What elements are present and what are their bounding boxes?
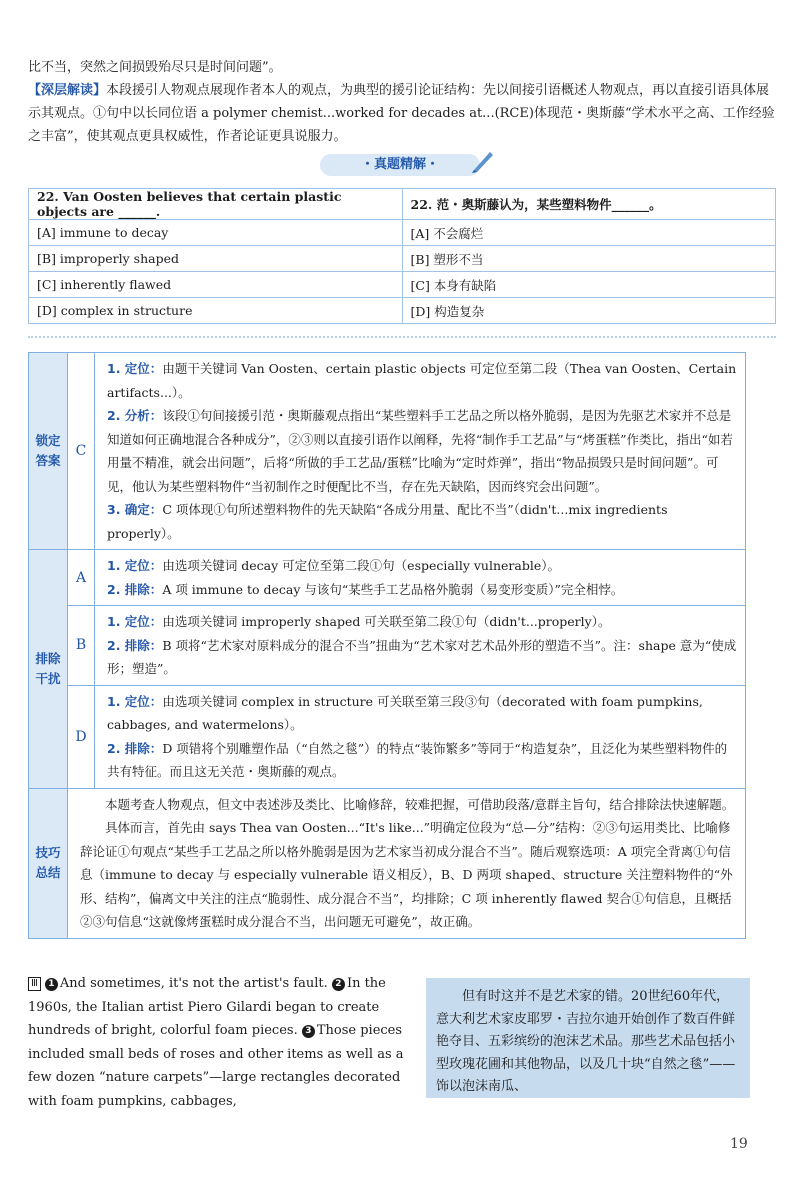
exclude-label: 排除干扰	[29, 550, 68, 789]
passage-sentence-2: In the 1960s, the Italian artist Piero Gilardi began to create hundreds of bright, colorful foam pieces.	[28, 976, 386, 1038]
intro-line: 比不当，突然之间损毁殆尽只是时间问题”。	[28, 60, 282, 75]
exclude-content-a: 1. 定位：由选项关键词 decay 可定位至第二段①句（especially vulnerable）。 2. 排除：A 项 immune to decay 与该句“某些手工艺品格外脆弱（易变形变质）”完全相悖。	[95, 550, 746, 606]
translation-box	[426, 978, 750, 1098]
question-stem-cn: 22. 范・奥斯藤认为，某些塑料物件______。	[402, 189, 776, 220]
option-a-en: [A] immune to decay	[29, 220, 403, 246]
exclude-letter-a: A	[68, 550, 95, 606]
exclude-letter-d: D	[68, 685, 95, 788]
option-row	[29, 272, 776, 298]
skills-label: 技巧总结	[29, 788, 68, 938]
skills-row	[29, 788, 746, 938]
lock-answer-label: 锁定答案	[29, 353, 68, 550]
dotted-divider	[28, 336, 776, 338]
page-number: 19	[730, 1136, 748, 1152]
question-table	[28, 188, 776, 324]
answer-content	[95, 353, 746, 550]
answer-step-locate: 1. 定位：由题干关键词 Van Oosten、certain plastic objects 可定位至第二段（Thea van Oosten、Certain artifacts...）。	[107, 361, 737, 400]
exclude-row-d	[29, 685, 746, 788]
option-d-en: [D] complex in structure	[29, 298, 403, 324]
exclude-content-d: 1. 定位：由选项关键词 complex in structure 可关联至第三段③句（decorated with foam pumpkins, cabbages, and watermelons）。 2. 排除：D 项错将个别雕塑作品（“自然之毯”）的特点“装饰繁多”等同于“构造复杂”，且泛化为某些塑料物件的共有特征。而且这无关范・奥斯藤的观点。	[95, 685, 746, 788]
section-title-text: ・真题精解・	[360, 157, 439, 172]
option-row	[29, 298, 776, 324]
answer-row	[29, 353, 746, 550]
question-stem-en: 22. Van Oosten believes that certain plastic objects are ______.	[29, 189, 403, 220]
option-row	[29, 246, 776, 272]
analysis-table	[28, 352, 746, 939]
translation-text: 但有时这并不是艺术家的错。20世纪60年代，意大利艺术家皮耶罗・吉拉尔迪开始创作了数百件鲜艳夺目、五彩缤纷的泡沫艺术品。那些艺术品包括小型玫瑰花圃和其他物品，以及几十块“自然之毯”——饰以泡沫南瓜、	[436, 989, 736, 1094]
option-b-en: [B] improperly shaped	[29, 246, 403, 272]
option-a-cn: [A] 不会腐烂	[402, 220, 776, 246]
paragraph-number: Ⅲ	[28, 977, 41, 991]
answer-step-confirm: 3. 确定：C 项体现①句所述塑料物件的先天缺陷“各成分用量、配比不当”（didn't...mix ingredients properly）。	[107, 502, 668, 541]
exclude-row-b	[29, 606, 746, 686]
question-stem-row	[29, 189, 776, 220]
deep-reading	[28, 79, 776, 148]
sentence-number-icon: 1	[45, 978, 58, 991]
option-d-cn: [D] 构造复杂	[402, 298, 776, 324]
pen-icon	[470, 148, 496, 174]
sentence-number-icon: 3	[302, 1025, 315, 1038]
skills-paragraph-1: 本题考查人物观点，但文中表述涉及类比、比喻修辞，较难把握，可借助段落/意群主旨句，结合排除法快速解题。	[105, 796, 735, 812]
deep-reading-text: 本段援引人物观点展现作者本人的观点，为典型的援引论证结构：先以间接引语概述人物观点，再以直接引语具体展示其观点。①句中以长同位语 a polymer chemist...worked for decades at...(RCE)体现范・奥斯藤“学术水平之高、工作经验之丰富”，使其观点更具权威性，作者论证更具说服力。	[28, 83, 775, 144]
option-c-cn: [C] 本身有缺陷	[402, 272, 776, 298]
option-c-en: [C] inherently flawed	[29, 272, 403, 298]
passage-sentence-1: And sometimes, it's not the artist's fault.	[59, 976, 328, 991]
passage-english	[28, 972, 414, 1113]
skills-content	[68, 788, 746, 938]
intro-block	[28, 56, 776, 148]
option-b-cn: [B] 塑形不当	[402, 246, 776, 272]
passage-sentence-3: Those pieces included small beds of roses and other items as well as a few dozen “nature carpets”—large rectangles decorated with foam pumpkins, cabbages,	[28, 1023, 404, 1109]
deep-reading-tag: 【深层解读】	[28, 83, 107, 98]
exclude-row-a	[29, 550, 746, 606]
section-title	[320, 154, 480, 176]
option-row	[29, 220, 776, 246]
sentence-number-icon: 2	[332, 978, 345, 991]
exclude-letter-b: B	[68, 606, 95, 686]
answer-letter: C	[68, 353, 95, 550]
answer-step-analyze: 2. 分析：该段①句间接援引范・奥斯藤观点指出“某些塑料手工艺品之所以格外脆弱，是因为先驱艺术家并不总是知道如何正确地混合各种成分”，②③则以直接引语作以阐释，先将“制作手工艺品”与“烤蛋糕”作类比，指出“如若用量不精准，就会出问题”，后将“所做的手工艺品/蛋糕”比喻为“定时炸弹”，指出“物品损毁只是时间问题”。可见，他认为某些塑料物件“当初制作之时便配比不当，存在先天缺陷，因而终究会出问题”。	[107, 408, 733, 494]
skills-paragraph-2: 具体而言，首先由 says Thea van Oosten...“It's like...”明确定位段为“总—分”结构：②③句运用类比、比喻修辞论证①句观点“某些手工艺品之所以格外脆弱是因为艺术家当初成分混合不当”。随后观察选项：A 项完全背离①句信息（immune to decay 与 especially vulnerable 语义相反），B、D 两项 shaped、structure 关注塑料物件的“外形、结构”，偏离文中关注的注点“脆弱性、成分混合不当”，均排除；C 项 inherently flawed 契合①句信息，且概括②③句信息“这就像烤蛋糕时成分混合不当，出问题无可避免”，故正确。	[80, 820, 733, 929]
exclude-content-b: 1. 定位：由选项关键词 improperly shaped 可关联至第二段①句（didn't...properly）。 2. 排除：B 项将“艺术家对原料成分的混合不当”扭曲为“艺术家对艺术品外形的塑造不当”。注：shape 意为“使成形；塑造”。	[95, 606, 746, 686]
